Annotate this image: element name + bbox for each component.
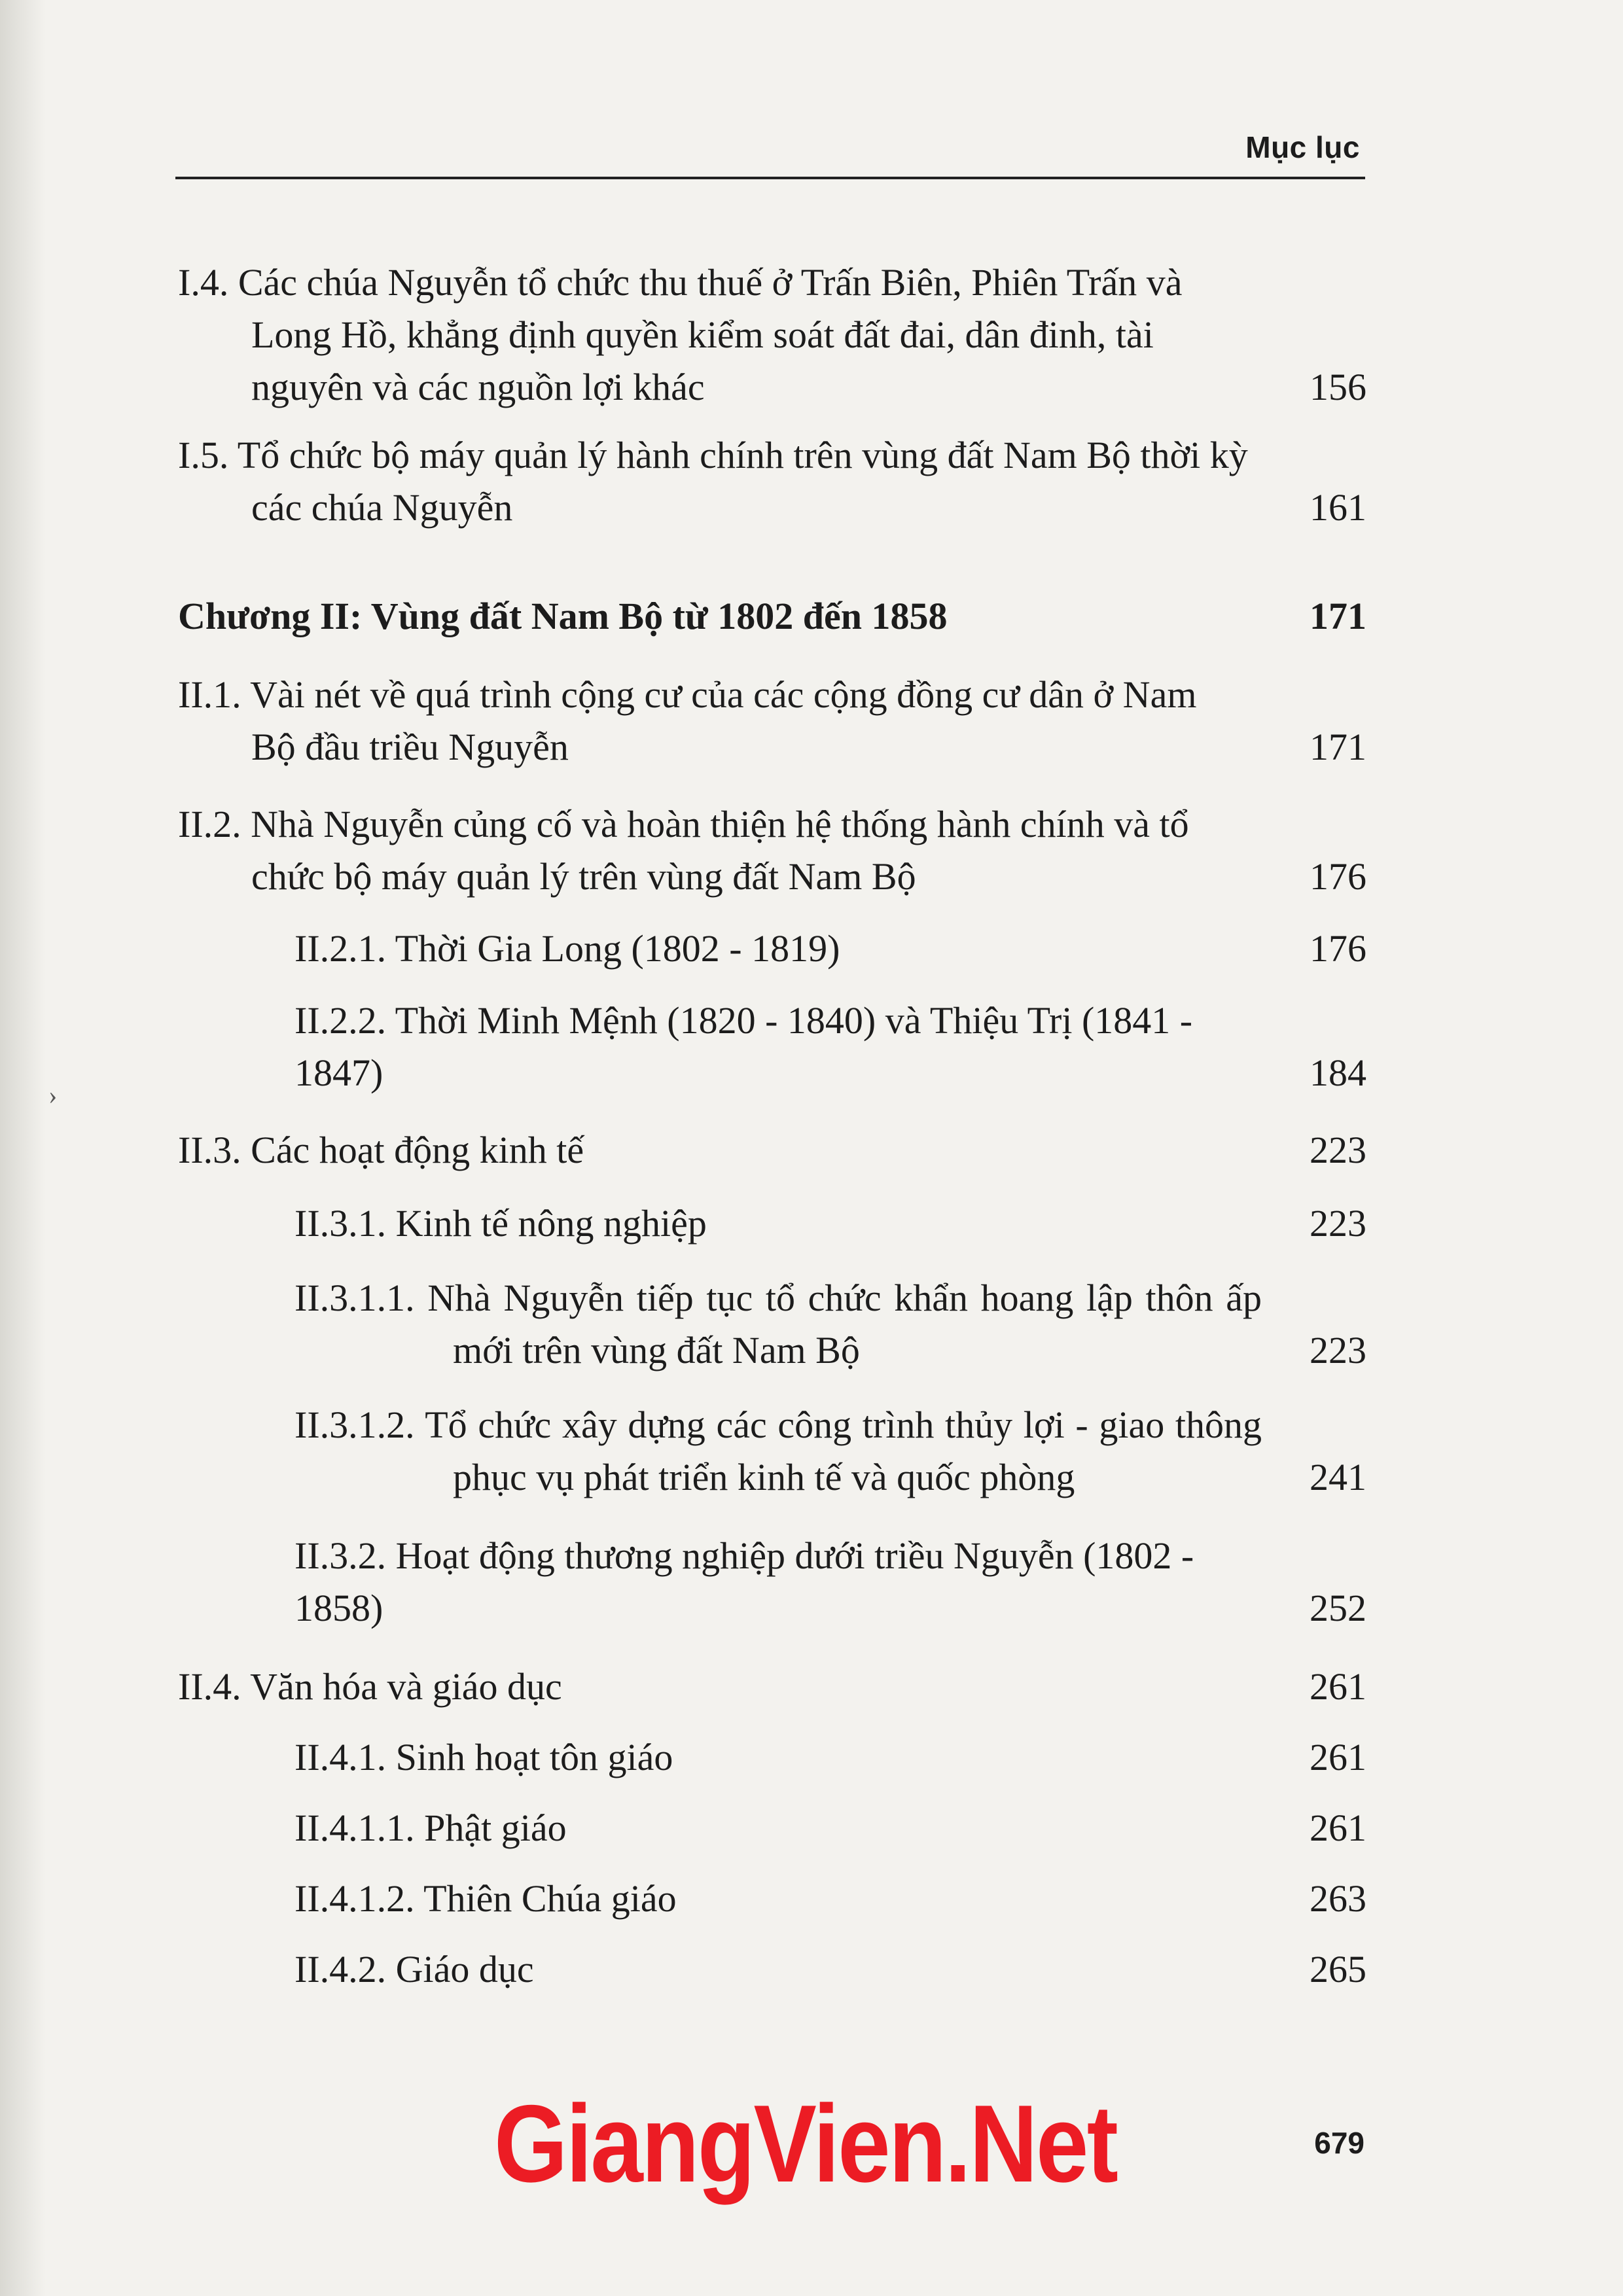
toc-entry-text: Chương II: Vùng đất Nam Bộ từ 1802 đến 1858 bbox=[178, 595, 948, 637]
toc-entry-II-4[interactable] bbox=[178, 1661, 1366, 1713]
toc-entry-page: 223 bbox=[1310, 1202, 1366, 1245]
running-header-title: Mục lục bbox=[1245, 130, 1360, 164]
toc-entry-text: II.3.1.1. Nhà Nguyễn tiếp tục tổ chức khẩn hoang lập thôn ấp mới trên vùng đất Nam Bộ bbox=[294, 1277, 1262, 1371]
toc-entry-text: II.4.1. Sinh hoạt tôn giáo bbox=[294, 1736, 673, 1778]
toc-entry-II-4-1[interactable] bbox=[178, 1731, 1366, 1784]
toc-entry-page: 161 bbox=[1310, 486, 1366, 529]
toc-entry-page: 252 bbox=[1310, 1587, 1366, 1629]
toc-entry-page: 223 bbox=[1310, 1129, 1366, 1171]
toc-entry-II-4-1-2[interactable] bbox=[178, 1873, 1366, 1925]
toc-entry-I-5[interactable] bbox=[178, 429, 1366, 534]
toc-entry-page: 176 bbox=[1310, 855, 1366, 898]
table-of-contents bbox=[178, 256, 1366, 1996]
toc-entry-text: II.2.1. Thời Gia Long (1802 - 1819) bbox=[294, 927, 840, 970]
toc-entry-text: II.4. Văn hóa và giáo dục bbox=[178, 1665, 562, 1708]
toc-entry-II-3-1-1[interactable] bbox=[178, 1272, 1366, 1377]
toc-entry-II-2-2[interactable] bbox=[178, 995, 1366, 1099]
toc-entry-II-4-1-1[interactable] bbox=[178, 1802, 1366, 1854]
toc-entry-page: 261 bbox=[1310, 1665, 1366, 1708]
toc-entry-I-4[interactable] bbox=[178, 256, 1366, 414]
toc-entry-II-2[interactable] bbox=[178, 798, 1366, 903]
toc-entry-page: 261 bbox=[1310, 1736, 1366, 1778]
toc-entry-page: 184 bbox=[1310, 1051, 1366, 1094]
toc-entry-text: II.3.1.2. Tổ chức xây dựng các công trình thủy lợi - giao thông phục vụ phát triển kinh tế và quốc phòng bbox=[294, 1404, 1262, 1498]
toc-entry-page: 263 bbox=[1310, 1877, 1366, 1920]
toc-entry-page: 241 bbox=[1310, 1456, 1366, 1498]
toc-entry-page: 261 bbox=[1310, 1807, 1366, 1849]
toc-entry-text: II.2.2. Thời Minh Mệnh (1820 - 1840) và Thiệu Trị (1841 - 1847) bbox=[294, 999, 1193, 1094]
edge-mark: › bbox=[48, 1080, 58, 1110]
toc-entry-text: II.4.1.1. Phật giáo bbox=[294, 1807, 567, 1849]
toc-entry-II-3-1[interactable] bbox=[178, 1197, 1366, 1250]
toc-entry-II-1[interactable] bbox=[178, 669, 1366, 773]
toc-entry-text: I.5. Tổ chức bộ máy quản lý hành chính trên vùng đất Nam Bộ thời kỳ các chúa Nguyễn bbox=[178, 434, 1248, 529]
toc-entry-II-3-2[interactable] bbox=[178, 1530, 1366, 1634]
toc-entry-text: II.4.2. Giáo dục bbox=[294, 1948, 534, 1990]
toc-entry-text: II.4.1.2. Thiên Chúa giáo bbox=[294, 1877, 677, 1920]
toc-entry-page: 156 bbox=[1310, 366, 1366, 408]
toc-entry-page: 171 bbox=[1310, 595, 1366, 637]
toc-entry-page: 223 bbox=[1310, 1329, 1366, 1371]
toc-entry-page: 171 bbox=[1310, 726, 1366, 768]
toc-entry-text: II.3.2. Hoạt động thương nghiệp dưới triều Nguyễn (1802 - 1858) bbox=[294, 1534, 1194, 1629]
toc-entry-II-2-1[interactable] bbox=[178, 923, 1366, 975]
toc-entry-page: 265 bbox=[1310, 1948, 1366, 1990]
page-header bbox=[175, 124, 1365, 179]
page-number: 679 bbox=[1314, 2126, 1364, 2160]
toc-entry-II-3-1-2[interactable] bbox=[178, 1399, 1366, 1504]
toc-entry-II-4-2[interactable] bbox=[178, 1943, 1366, 1996]
toc-entry-text: II.3.1. Kinh tế nông nghiệp bbox=[294, 1202, 707, 1245]
toc-entry-page: 176 bbox=[1310, 927, 1366, 970]
toc-entry-text: II.3. Các hoạt động kinh tế bbox=[178, 1129, 584, 1171]
toc-chapter-II[interactable] bbox=[178, 590, 1366, 643]
toc-entry-II-3[interactable] bbox=[178, 1124, 1366, 1176]
toc-entry-text: II.2. Nhà Nguyễn củng cố và hoàn thiện hệ thống hành chính và tổ chức bộ máy quản lý trên vùng đất Nam Bộ bbox=[178, 803, 1189, 898]
toc-entry-text: II.1. Vài nét về quá trình cộng cư của các cộng đồng cư dân ở Nam Bộ đầu triều Nguyễn bbox=[178, 673, 1197, 768]
page-edge-shadow bbox=[0, 0, 46, 2296]
watermark-logo: GiangVien.Net bbox=[494, 2082, 1117, 2205]
toc-entry-text: I.4. Các chúa Nguyễn tổ chức thu thuế ở Trấn Biên, Phiên Trấn và Long Hồ, khẳng định quyền kiểm soát đất đai, dân đinh, tài nguyên và các nguồn lợi khác bbox=[178, 261, 1183, 408]
